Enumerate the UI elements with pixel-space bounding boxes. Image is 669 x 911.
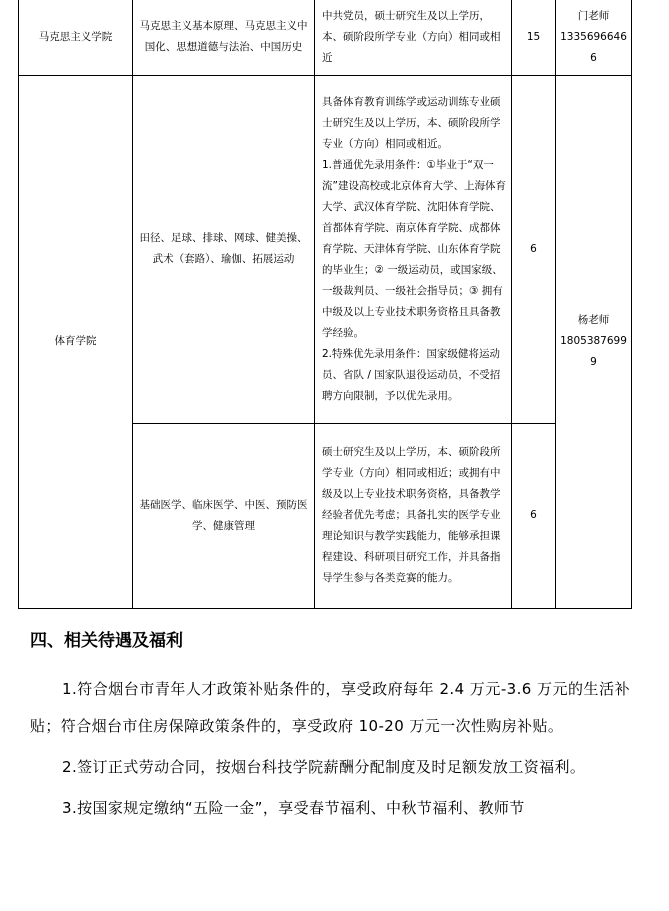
requirement-text: 2.特殊优先录用条件：国家级健将运动员、省队 / 国家队退役运动员，不受招聘方向限制，予以优先录用。 bbox=[322, 347, 501, 402]
contact-phone: 13356966466 bbox=[560, 30, 627, 64]
welfare-section bbox=[30, 630, 630, 831]
contact-name: 门老师 bbox=[577, 9, 610, 22]
welfare-paragraph: 1.符合烟台市青年人才政策补贴条件的，享受政府每年 2.4 万元-3.6 万元的生活补贴；符合烟台市住房保障政策条件的，享受政府 10-20 万元一次性购房补贴。 bbox=[30, 680, 630, 735]
table-row bbox=[19, 75, 632, 423]
requirement-text: 中共党员，硕士研究生及以上学历，本、硕阶段所学专业（方向）相同或相近 bbox=[322, 9, 501, 64]
welfare-paragraph: 2.签订正式劳动合同，按烟台科技学院薪酬分配制度及时足额发放工资福利。 bbox=[62, 758, 586, 776]
major-cell: 基础医学、临床医学、中医、预防医学、健康管理 bbox=[133, 423, 315, 608]
requirement-cell bbox=[315, 423, 512, 608]
college-cell: 体育学院 bbox=[19, 75, 133, 608]
contact-phone: 18053876999 bbox=[560, 335, 627, 368]
major-cell: 田径、足球、排球、网球、健美操、武术（套路）、瑜伽、拓展运动 bbox=[133, 75, 315, 423]
requirement-text: 1.普通优先录用条件：①毕业于“双一流”建设高校或北京体育大学、上海体育大学、武汉体育学院、沈阳体育学院、首都体育学院、南京体育学院、成都体育学院、天津体育学院、山东体育学院的毕业生；② 一级运动员，或国家级、一级裁判员、一级社会指导员；③ 拥有中级及以上专业技术职务资格且具备教学经验。 bbox=[322, 158, 506, 339]
major-cell: 马克思主义基本原理、马克思主义中国化、思想道德与法治、中国历史 bbox=[133, 0, 315, 75]
college-cell: 马克思主义学院 bbox=[19, 0, 133, 75]
contact-name: 杨老师 bbox=[577, 314, 610, 326]
recruitment-table bbox=[18, 0, 632, 609]
headcount-cell: 15 bbox=[512, 0, 556, 75]
requirement-text: 具备体育教育训练学或运动训练专业硕士研究生及以上学历，本、硕阶段所学专业（方向）相同或相近。 bbox=[322, 95, 501, 150]
requirement-cell bbox=[315, 75, 512, 423]
headcount-cell: 6 bbox=[512, 423, 556, 608]
requirement-cell bbox=[315, 0, 512, 75]
section-heading: 四、相关待遇及福利 bbox=[30, 631, 183, 651]
headcount-cell: 6 bbox=[512, 75, 556, 423]
table-row bbox=[19, 0, 632, 75]
contact-cell bbox=[556, 0, 632, 75]
welfare-paragraph: 3.按国家规定缴纳“五险一金”，享受春节福利、中秋节福利、教师节 bbox=[62, 799, 525, 817]
requirement-text: 硕士研究生及以上学历，本、硕阶段所学专业（方向）相同或相近；或拥有中级及以上专业技术职务资格，具备教学经验者优先考虑；具备扎实的医学专业理论知识与教学实践能力，能够承担课程建设、科研项目研究工作，并具备指导学生参与各类竞赛的能力。 bbox=[322, 446, 501, 584]
contact-cell bbox=[556, 75, 632, 608]
